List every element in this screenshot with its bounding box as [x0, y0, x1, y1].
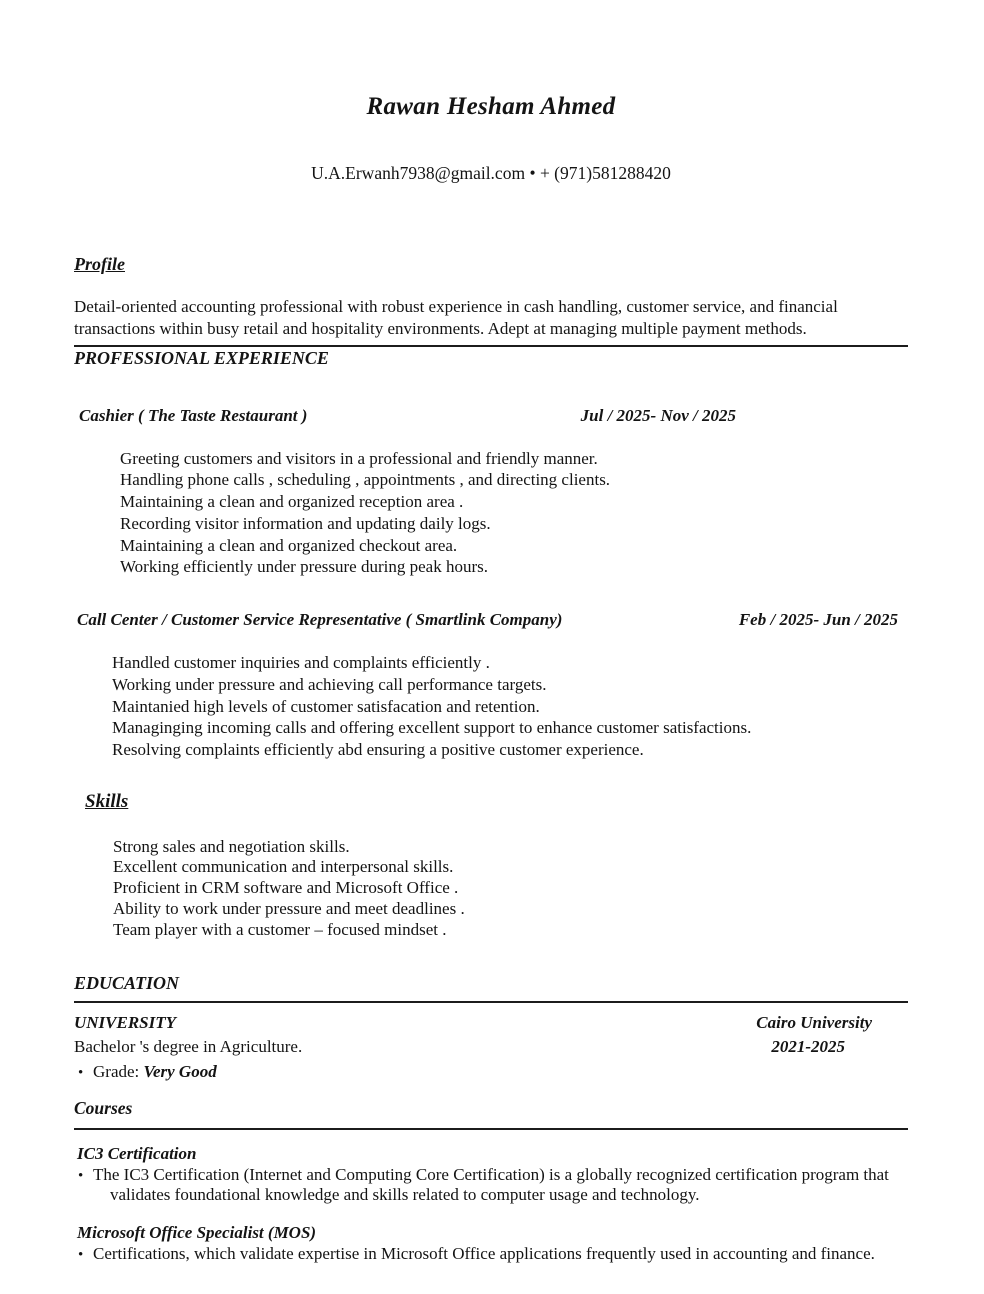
job-duty: Handled customer inquiries and complaints efficiently .	[112, 653, 490, 672]
candidate-name: Rawan Hesham Ahmed	[366, 93, 616, 120]
job-entry	[74, 610, 925, 761]
education-heading: EDUCATION	[74, 973, 180, 994]
divider-after-courses-heading	[74, 1128, 908, 1130]
skills-list	[74, 837, 925, 941]
course-description: Certifications, which validate expertise in Microsoft Office applications frequently used in accounting and finance.	[93, 1243, 875, 1263]
job-duty: Greeting customers and visitors in a professional and friendly manner.	[120, 448, 598, 468]
course-entry	[74, 1144, 925, 1205]
skill-item: Strong sales and negotiation skills.	[113, 836, 350, 856]
resume-content	[74, 93, 925, 1264]
job-title: Cashier ( The Taste Restaurant )	[79, 405, 308, 425]
grade-text	[93, 1062, 217, 1082]
course-title: IC3 Certification	[77, 1144, 197, 1164]
bullet-icon: •	[78, 1168, 84, 1185]
bullet-icon: •	[78, 1065, 84, 1082]
job-duty-list	[74, 448, 925, 579]
job-duty: Recording visitor information and updating daily logs.	[120, 513, 491, 533]
job-duty: Managinging incoming calls and offering excellent support to enhance customer satisfactions.	[112, 718, 752, 738]
courses-heading: Courses	[74, 1098, 133, 1119]
skills-heading: Skills	[85, 790, 129, 812]
job-header	[74, 406, 908, 426]
course-bullet-row	[74, 1244, 925, 1264]
contact-line: U.A.Erwanh7938@gmail.com • + (971)581288420	[311, 163, 671, 183]
skill-item: Ability to work under pressure and meet deadlines .	[113, 898, 465, 918]
job-duty: Working efficiently under pressure during peak hours.	[120, 557, 488, 577]
job-dates: Jul / 2025- Nov / 2025	[580, 405, 736, 425]
course-entry	[74, 1223, 925, 1264]
education-row-institution	[74, 1013, 908, 1033]
course-title: Microsoft Office Specialist (MOS)	[77, 1222, 317, 1242]
job-title: Call Center / Customer Service Representative ( Smartlink Company)	[77, 610, 563, 629]
job-duty: Resolving complaints efficiently abd ensuring a positive customer experience.	[112, 740, 644, 759]
job-duty: Working under pressure and achieving call performance targets.	[112, 674, 547, 694]
skill-item: Team player with a customer – focused mindset .	[113, 919, 447, 939]
profile-heading: Profile	[74, 254, 125, 274]
course-bullet-row	[74, 1165, 925, 1205]
university-label: UNIVERSITY	[74, 1013, 177, 1033]
course-description: The IC3 Certification (Internet and Computing Core Certification) is a globally recognized certification program that validates foundational knowledge and skills related to computer usage and technology.	[93, 1165, 889, 1205]
bullet-icon: •	[78, 1246, 84, 1263]
job-duty: Handling phone calls , scheduling , appointments , and directing clients.	[120, 470, 611, 490]
job-header	[74, 610, 908, 630]
job-duty: Maintaining a clean and organized reception area .	[120, 492, 464, 511]
grade-row	[74, 1062, 925, 1082]
university-name: Cairo University	[756, 1013, 872, 1033]
job-entry	[74, 406, 925, 579]
grade-label: Grade:	[93, 1062, 144, 1082]
profile-text: Detail-oriented accounting professional with robust experience in cash handling, customer service, and financial transactions within busy retail and hospitality environments. Adept at managing multiple payment methods.	[74, 297, 838, 338]
job-dates: Feb / 2025- Jun / 2025	[738, 610, 898, 629]
job-duty-list	[74, 652, 925, 761]
skill-item: Proficient in CRM software and Microsoft Office .	[113, 878, 459, 898]
divider-after-profile	[74, 345, 908, 347]
divider-after-education-heading	[74, 1001, 908, 1003]
degree-text: Bachelor 's degree in Agriculture.	[74, 1037, 303, 1057]
job-duty: Maintaining a clean and organized checkout area.	[120, 535, 458, 555]
skill-item: Excellent communication and interpersonal skills.	[113, 857, 454, 877]
grade-value: Very Good	[143, 1062, 217, 1082]
job-duty: Maintanied high levels of customer satisfacation and retention.	[112, 696, 540, 716]
education-years: 2021-2025	[771, 1037, 845, 1057]
experience-heading: PROFESSIONAL EXPERIENCE	[74, 347, 329, 368]
education-row-degree	[74, 1037, 908, 1057]
